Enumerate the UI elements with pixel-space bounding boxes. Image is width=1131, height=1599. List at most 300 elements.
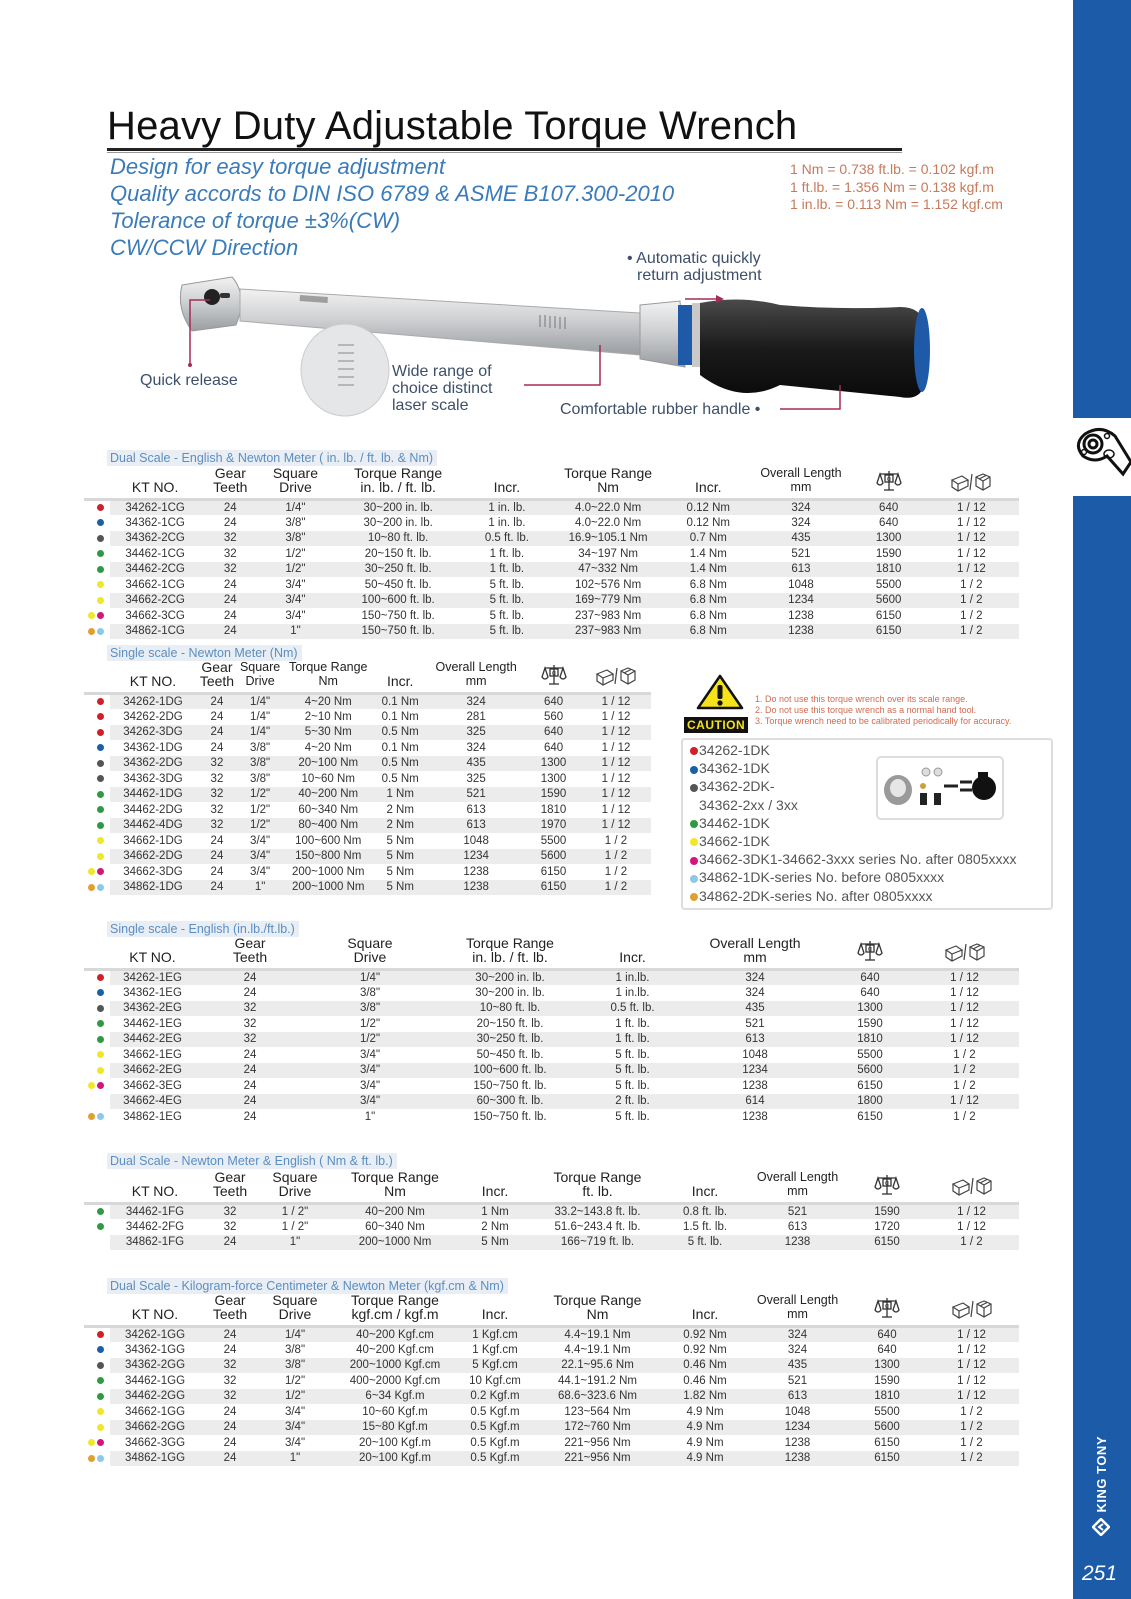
cell-pack: 1 / 12 bbox=[924, 1358, 1019, 1374]
color-code bbox=[84, 787, 110, 803]
cell-kt: 34462-2GG bbox=[110, 1389, 200, 1405]
cell-drive: 3/4" bbox=[305, 1094, 435, 1110]
cell-drive: 1" bbox=[238, 880, 282, 896]
cell-pack: 1 / 12 bbox=[581, 694, 651, 710]
cell-pack: 1 / 2 bbox=[604, 865, 628, 878]
cell-r2: 237~983 Nm bbox=[574, 609, 642, 622]
table1-label: Dual Scale - English & Newton Meter ( in. lb. / ft. lb. & Nm) bbox=[107, 450, 437, 466]
cell-r1: 60~300 ft. lb. bbox=[435, 1094, 585, 1110]
cell-wt: 5500 bbox=[874, 1405, 900, 1418]
cell-pack: 1 / 12 bbox=[950, 1017, 979, 1030]
col-kt-no: KT NO. bbox=[129, 673, 177, 689]
color-code bbox=[84, 531, 110, 547]
cell-i1: 2 Nm bbox=[481, 1220, 509, 1233]
cell-len: 521 bbox=[745, 1204, 850, 1220]
cell-pack: 1 / 12 bbox=[910, 1094, 1019, 1110]
color-dot-gray bbox=[97, 1362, 104, 1369]
cell-kt: 34462-1FG bbox=[110, 1204, 200, 1220]
cell-r2: 172~760 Nm bbox=[530, 1420, 665, 1436]
table-row bbox=[84, 1047, 1019, 1063]
svg-text:g: g bbox=[551, 670, 556, 677]
table2-label: Single scale - Newton Meter (Nm) bbox=[107, 645, 302, 661]
cell-r1: 40~200 Nm bbox=[282, 787, 374, 803]
cell-i1: 1 ft. lb. bbox=[585, 1032, 680, 1048]
cell-i2: 1.82 Nm bbox=[665, 1389, 745, 1405]
cell-r1: 50~450 ft. lb. bbox=[476, 1048, 544, 1061]
cell-r1: 20~150 ft. lb. bbox=[476, 1017, 544, 1030]
cell-r2: 221~956 Nm bbox=[564, 1436, 631, 1449]
color-dot-magenta bbox=[97, 1082, 104, 1089]
cell-wt: 1720 bbox=[874, 1220, 900, 1233]
cell-drive: 3/8" bbox=[285, 516, 306, 529]
color-code bbox=[84, 694, 110, 710]
col-packing bbox=[924, 466, 1019, 500]
cell-kt: 34262-1CG bbox=[110, 500, 200, 516]
color-dot-lightblue bbox=[97, 884, 104, 891]
table-row bbox=[84, 818, 651, 834]
cell-r1: 20~150 ft. lb. bbox=[364, 547, 432, 560]
color-dot-yellow bbox=[97, 837, 104, 844]
cell-pack: 1 / 12 bbox=[581, 818, 651, 834]
cell-gear: 32 bbox=[210, 772, 224, 785]
color-code bbox=[84, 624, 110, 640]
svg-text:g: g bbox=[886, 476, 891, 483]
cell-i2: 5 ft. lb. bbox=[665, 1235, 745, 1251]
color-dot-orange bbox=[690, 893, 698, 901]
repair-kit-number: 34262-1DK bbox=[699, 742, 770, 758]
table-row bbox=[84, 802, 651, 818]
cell-gear: 24 bbox=[223, 1405, 237, 1418]
color-dot-red bbox=[97, 504, 104, 511]
cell-kt: 34362-2EG bbox=[110, 1001, 195, 1017]
color-dot-yellow bbox=[97, 1424, 104, 1431]
table-row bbox=[84, 624, 1019, 640]
cell-r1: 40~200 Nm bbox=[330, 1204, 460, 1220]
cell-i1: 1 in.lb. bbox=[615, 986, 650, 999]
color-code bbox=[84, 1404, 110, 1420]
cell-kt: 34862-1GG bbox=[110, 1451, 200, 1467]
dual-scale-english-nm-table bbox=[84, 466, 1019, 639]
table-row bbox=[84, 833, 651, 849]
cell-i1: 1 in.lb. bbox=[585, 970, 680, 986]
cell-gear: 24 bbox=[196, 725, 238, 741]
cell-gear: 24 bbox=[200, 593, 260, 609]
col-incr-1: Incr. bbox=[481, 1306, 509, 1322]
cell-kt: 34362-1GG bbox=[124, 1343, 186, 1356]
unit-conversions bbox=[790, 161, 1003, 214]
cell-len: 613 bbox=[748, 562, 853, 578]
cell-wt: 6150 bbox=[854, 624, 924, 640]
color-dot-green bbox=[97, 1223, 104, 1230]
cell-wt: 1300 bbox=[854, 531, 924, 547]
cell-kt: 34662-3CG bbox=[125, 609, 185, 622]
cell-r2: 34~197 Nm bbox=[578, 547, 638, 560]
cell-drive: 1/4" bbox=[305, 970, 435, 986]
cell-gear: 32 bbox=[200, 1389, 260, 1405]
cell-wt: 1590 bbox=[850, 1204, 924, 1220]
cell-pack: 1 / 2 bbox=[910, 1063, 1019, 1079]
cell-kt: 34662-3EG bbox=[123, 1079, 182, 1092]
cell-wt: 640 bbox=[543, 741, 564, 754]
cell-drive: 3/8" bbox=[260, 1358, 330, 1374]
cell-gear: 32 bbox=[200, 1358, 260, 1374]
torque-wrench-image bbox=[140, 255, 970, 435]
cell-pack: 1 / 12 bbox=[581, 756, 651, 772]
table-row bbox=[84, 1032, 1019, 1048]
col-gear-teeth: Gear Teeth bbox=[213, 465, 248, 495]
color-dot-green bbox=[97, 1208, 104, 1215]
cell-len: 613 bbox=[466, 803, 486, 816]
cell-len: 1238 bbox=[788, 609, 814, 622]
col-weight bbox=[830, 936, 910, 970]
col-overall-length: Overall Length mm bbox=[435, 660, 517, 688]
color-dot-lightblue bbox=[690, 875, 698, 883]
cell-i2: 1.4 Nm bbox=[689, 547, 727, 560]
cell-r1: 200~1000 Nm bbox=[330, 1235, 460, 1251]
cell-pack: 1 / 12 bbox=[924, 1204, 1019, 1220]
cell-kt: 34262-1EG bbox=[110, 970, 195, 986]
table-row bbox=[84, 756, 651, 772]
cell-r1: 200~1000 Kgf.cm bbox=[330, 1358, 460, 1374]
cell-r1: 150~750 ft. lb. bbox=[361, 609, 435, 622]
single-scale-english-table bbox=[84, 936, 1019, 1125]
cell-gear: 24 bbox=[200, 1451, 260, 1467]
col-square-drive: Square Drive bbox=[272, 1169, 318, 1199]
col-gear-teeth: Gear Teeth bbox=[199, 659, 235, 689]
color-code bbox=[84, 818, 110, 834]
cell-gear: 24 bbox=[223, 609, 237, 622]
cell-gear: 24 bbox=[196, 880, 238, 896]
caution-label: CAUTION bbox=[684, 717, 748, 733]
cell-kt: 34362-3DG bbox=[123, 772, 183, 785]
cell-drive: 1" bbox=[260, 624, 330, 640]
cell-gear: 24 bbox=[195, 970, 305, 986]
color-code bbox=[84, 771, 110, 787]
cell-len: 613 bbox=[745, 1389, 850, 1405]
col-incr-2: Incr. bbox=[691, 1306, 719, 1322]
color-code bbox=[84, 1451, 110, 1467]
color-dot-gray bbox=[690, 784, 698, 792]
table-row bbox=[84, 1404, 1019, 1420]
cell-pack: 1 / 12 bbox=[956, 547, 986, 560]
col-kt-no: KT NO. bbox=[129, 949, 176, 965]
cell-i1: 5 ft. lb. bbox=[489, 609, 525, 622]
color-dot-blue bbox=[690, 766, 698, 774]
cell-drive: 3/4" bbox=[260, 1420, 330, 1436]
dual-scale-nm-english-table bbox=[84, 1170, 1019, 1250]
table-row bbox=[84, 1204, 1019, 1220]
color-dot-yellow bbox=[97, 853, 104, 860]
cell-wt: 5600 bbox=[830, 1063, 910, 1079]
cell-kt: 34662-1CG bbox=[125, 578, 185, 591]
cell-wt: 1300 bbox=[526, 756, 581, 772]
col-packing bbox=[924, 1170, 1019, 1204]
cell-pack: 1 / 2 bbox=[581, 880, 651, 896]
cell-pack: 1 / 12 bbox=[581, 787, 651, 803]
cell-pack: 1 / 2 bbox=[924, 624, 1019, 640]
weight-scale-icon bbox=[857, 940, 883, 962]
cell-pack: 1 / 2 bbox=[953, 1048, 976, 1061]
cell-i2: 0.46 Nm bbox=[683, 1374, 727, 1387]
cell-gear: 32 bbox=[195, 1001, 305, 1017]
cell-drive: 1/2" bbox=[284, 1374, 306, 1387]
cell-kt: 34462-2CG bbox=[110, 562, 200, 578]
cell-len: 1048 bbox=[742, 1048, 768, 1061]
table-row bbox=[84, 1435, 1019, 1451]
cell-pack: 1 / 12 bbox=[924, 1327, 1019, 1343]
table-row bbox=[84, 849, 651, 865]
col-overall-length: Overall Length mm bbox=[760, 466, 842, 494]
cell-len: 1238 bbox=[426, 880, 526, 896]
cell-i1: 0.2 Kgf.m bbox=[460, 1389, 530, 1405]
cell-kt: 34662-3DG bbox=[123, 865, 183, 878]
cell-pack: 1 / 12 bbox=[581, 725, 651, 741]
table-row bbox=[84, 1109, 1019, 1125]
feature-item: Design for easy torque adjustment bbox=[110, 154, 446, 179]
callout-auto-return: • Automatic quickly return adjustment bbox=[627, 250, 762, 284]
cell-kt: 34862-1CG bbox=[110, 624, 200, 640]
cell-r1: 10~80 ft. lb. bbox=[435, 1001, 585, 1017]
col-gear-teeth: Gear Teeth bbox=[212, 1292, 248, 1322]
cell-pack: 1 / 2 bbox=[924, 1451, 1019, 1467]
category-tab[interactable] bbox=[1073, 418, 1131, 496]
col-gear-teeth: Gear Teeth bbox=[212, 1169, 248, 1199]
col-gear-teeth: Gear Teeth bbox=[232, 935, 268, 965]
cell-i1: 1 ft. lb. bbox=[466, 562, 548, 578]
color-dot-lightblue bbox=[97, 628, 104, 635]
cell-wt: 5500 bbox=[875, 578, 902, 591]
cell-kt: 34462-4DG bbox=[110, 818, 196, 834]
cell-drive: 1" bbox=[364, 1110, 376, 1123]
cell-len: 281 bbox=[466, 710, 486, 723]
cell-i1: 5 Nm bbox=[374, 849, 426, 865]
cell-gear: 32 bbox=[200, 531, 260, 547]
cell-gear: 24 bbox=[223, 516, 237, 529]
color-code bbox=[84, 1063, 110, 1079]
col-incr: Incr. bbox=[386, 673, 414, 689]
color-code bbox=[84, 608, 110, 624]
cell-gear: 24 bbox=[196, 849, 238, 865]
color-code bbox=[84, 1094, 110, 1110]
cell-gear: 24 bbox=[200, 1420, 260, 1436]
conversion-line: 1 ft.lb. = 1.356 Nm = 0.138 kgf.m bbox=[790, 178, 994, 195]
table-row bbox=[84, 577, 1019, 593]
color-dot-yellow bbox=[690, 838, 698, 846]
conversion-line: 1 Nm = 0.738 ft.lb. = 0.102 kgf.m bbox=[790, 161, 994, 177]
repair-kit-number: 34462-1DK bbox=[699, 814, 770, 831]
cell-drive: 1/2" bbox=[359, 1017, 381, 1030]
cell-wt: 1810 bbox=[830, 1032, 910, 1048]
cell-len: 324 bbox=[748, 500, 853, 516]
cell-gear: 24 bbox=[195, 1063, 305, 1079]
color-dot-orange bbox=[88, 1113, 95, 1120]
color-code bbox=[84, 1032, 110, 1048]
table-row bbox=[84, 1327, 1019, 1343]
col-packing bbox=[924, 1293, 1019, 1327]
color-dot-red bbox=[97, 698, 104, 705]
color-dot-yellow bbox=[97, 597, 104, 604]
color-code bbox=[84, 740, 110, 756]
table-row bbox=[84, 709, 651, 725]
cell-wt: 5500 bbox=[540, 834, 567, 847]
cell-i1: 5 ft. lb. bbox=[615, 1079, 650, 1092]
cell-pack: 1 / 2 bbox=[960, 609, 983, 622]
cell-r2: 68.6~323.6 Nm bbox=[530, 1389, 665, 1405]
color-dot-yellow bbox=[97, 1408, 104, 1415]
cell-i1: 5 Nm bbox=[386, 865, 414, 878]
feature-item: CW/CCW Direction bbox=[110, 235, 299, 260]
cell-drive: 1/2" bbox=[238, 818, 282, 834]
table-row bbox=[84, 500, 1019, 516]
cell-r1: 150~800 Nm bbox=[282, 849, 374, 865]
cell-gear: 24 bbox=[196, 694, 238, 710]
cell-r1: 100~600 ft. lb. bbox=[331, 593, 466, 609]
cell-i2: 0.7 Nm bbox=[668, 531, 748, 547]
cell-gear: 24 bbox=[210, 741, 224, 754]
color-dot-blue bbox=[97, 744, 104, 751]
table-row bbox=[84, 593, 1019, 609]
color-dot-orange bbox=[88, 884, 95, 891]
color-code bbox=[84, 1219, 110, 1235]
color-dot-yellow bbox=[97, 581, 104, 588]
cell-r2: 4.0~22.0 Nm bbox=[548, 500, 668, 516]
cell-i2: 6.8 Nm bbox=[689, 578, 727, 591]
cell-r1: 80~400 Nm bbox=[282, 818, 374, 834]
ratchet-wrench-icon bbox=[1071, 422, 1131, 492]
cell-drive: 3/8" bbox=[359, 986, 381, 999]
color-code bbox=[84, 577, 110, 593]
color-code bbox=[84, 725, 110, 741]
cell-len: 1234 bbox=[426, 849, 526, 865]
cell-pack: 1 / 2 bbox=[924, 1235, 1019, 1251]
cell-i1: 10 Kgf.cm bbox=[469, 1374, 521, 1387]
repair-kit-number: 34362-1DK bbox=[699, 760, 770, 777]
col-packing bbox=[910, 936, 1019, 970]
color-code bbox=[84, 500, 110, 516]
cell-drive: 3/4" bbox=[285, 609, 306, 622]
callout-quick-release: Quick release bbox=[140, 372, 238, 389]
table-row bbox=[84, 531, 1019, 547]
cell-i1: 0.5 Kgf.m bbox=[460, 1451, 530, 1467]
cell-r1: 20~100 Kgf.m bbox=[359, 1436, 431, 1449]
cell-i2: 6.8 Nm bbox=[668, 593, 748, 609]
color-dot-yellow bbox=[97, 1051, 104, 1058]
packing-box-icon bbox=[951, 1299, 993, 1319]
svg-text:g: g bbox=[885, 1180, 889, 1187]
cell-wt: 6150 bbox=[857, 1079, 883, 1092]
color-dot-blue bbox=[97, 989, 104, 996]
cell-drive: 1/4" bbox=[260, 1327, 330, 1343]
cell-drive: 3/8" bbox=[250, 772, 271, 785]
cell-r1: 4~20 Nm bbox=[282, 694, 374, 710]
table4-label: Dual Scale - Newton Meter & English ( Nm & ft. lb.) bbox=[107, 1153, 397, 1169]
cell-i1: 5 Kgf.cm bbox=[460, 1358, 530, 1374]
cell-kt: 34862-1DG bbox=[110, 880, 196, 896]
color-dot-red bbox=[97, 974, 104, 981]
cell-i1: 0.5 ft. lb. bbox=[585, 1001, 680, 1017]
cell-wt: 5600 bbox=[850, 1420, 924, 1436]
table3-label: Single scale - English (in.lb./ft.lb.) bbox=[107, 921, 299, 937]
svg-text:g: g bbox=[885, 1303, 889, 1310]
cell-len: 1234 bbox=[680, 1063, 830, 1079]
cell-i1: 5 ft. lb. bbox=[585, 1063, 680, 1079]
color-dot-green bbox=[97, 1377, 104, 1384]
table-row bbox=[84, 608, 1019, 624]
cell-i1: 0.1 Nm bbox=[381, 710, 419, 723]
cell-i2: 4.9 Nm bbox=[686, 1436, 724, 1449]
color-dot-green bbox=[97, 1020, 104, 1027]
cell-len: 435 bbox=[745, 1358, 850, 1374]
color-dot-green bbox=[97, 566, 104, 573]
cell-drive: 1/2" bbox=[260, 562, 330, 578]
repair-kit-number: 34362-2xx / 3xx bbox=[699, 796, 798, 813]
color-code bbox=[84, 864, 110, 880]
color-dot-magenta bbox=[97, 1439, 104, 1446]
cell-kt: 34662-3GG bbox=[124, 1436, 186, 1449]
cell-gear: 32 bbox=[196, 818, 238, 834]
cell-wt: 6150 bbox=[857, 1110, 883, 1123]
cell-len: 324 bbox=[680, 970, 830, 986]
cell-r2: 102~576 Nm bbox=[574, 578, 642, 591]
color-dot-magenta bbox=[97, 612, 104, 619]
cell-r1: 30~250 ft. lb. bbox=[331, 562, 466, 578]
cell-gear: 24 bbox=[210, 710, 224, 723]
cell-len: 1238 bbox=[784, 1436, 811, 1449]
cell-pack: 1 / 12 bbox=[924, 562, 1019, 578]
cell-r1: 30~200 in. lb. bbox=[475, 986, 545, 999]
col-overall-length: Overall Length mm bbox=[756, 1170, 839, 1198]
cell-i1: 1 in. lb. bbox=[466, 500, 548, 516]
cell-gear: 32 bbox=[243, 1017, 257, 1030]
cell-r2: 22.1~95.6 Nm bbox=[530, 1358, 665, 1374]
cell-kt: 34462-1EG bbox=[123, 1017, 182, 1030]
repair-kit-parts-image bbox=[878, 758, 1002, 818]
col-kt-no: KT NO. bbox=[131, 1306, 179, 1322]
cell-i2: 0.92 Nm bbox=[665, 1327, 745, 1343]
col-torque-range-2: Torque Range Nm bbox=[553, 1292, 642, 1322]
cell-r1: 150~750 ft. lb. bbox=[473, 1110, 547, 1123]
cell-kt: 34862-1EG bbox=[123, 1110, 182, 1123]
col-torque-range-2: Torque Range Nm bbox=[564, 465, 653, 495]
repair-kit-number: 34662-1DK bbox=[699, 833, 770, 850]
cell-len: 613 bbox=[680, 1032, 830, 1048]
cell-r1: 15~80 Kgf.m bbox=[330, 1420, 460, 1436]
color-code bbox=[84, 802, 110, 818]
col-kt-no: KT NO. bbox=[131, 479, 179, 495]
table-row bbox=[84, 1016, 1019, 1032]
color-dot-gray bbox=[97, 535, 104, 542]
color-dot-gray bbox=[97, 1005, 104, 1012]
cell-wt: 640 bbox=[850, 1327, 924, 1343]
cell-i1: 1 Nm bbox=[374, 787, 426, 803]
cell-gear: 32 bbox=[223, 1374, 237, 1387]
cell-wt: 1970 bbox=[526, 818, 581, 834]
cell-len: 435 bbox=[748, 531, 853, 547]
color-dot-green bbox=[97, 791, 104, 798]
color-code bbox=[84, 970, 110, 986]
cell-gear: 24 bbox=[210, 834, 224, 847]
cell-r2: 221~956 Nm bbox=[530, 1451, 665, 1467]
cell-wt: 640 bbox=[854, 500, 924, 516]
cell-r2: 51.6~243.4 ft. lb. bbox=[554, 1220, 641, 1233]
cell-i1: 2 Nm bbox=[374, 818, 426, 834]
color-code bbox=[84, 1109, 110, 1125]
color-code bbox=[84, 1373, 110, 1389]
repair-kit-item bbox=[688, 832, 1017, 850]
weight-scale-icon bbox=[874, 1297, 900, 1319]
color-dot-blue bbox=[97, 519, 104, 526]
cell-pack: 1 / 2 bbox=[953, 1110, 976, 1123]
